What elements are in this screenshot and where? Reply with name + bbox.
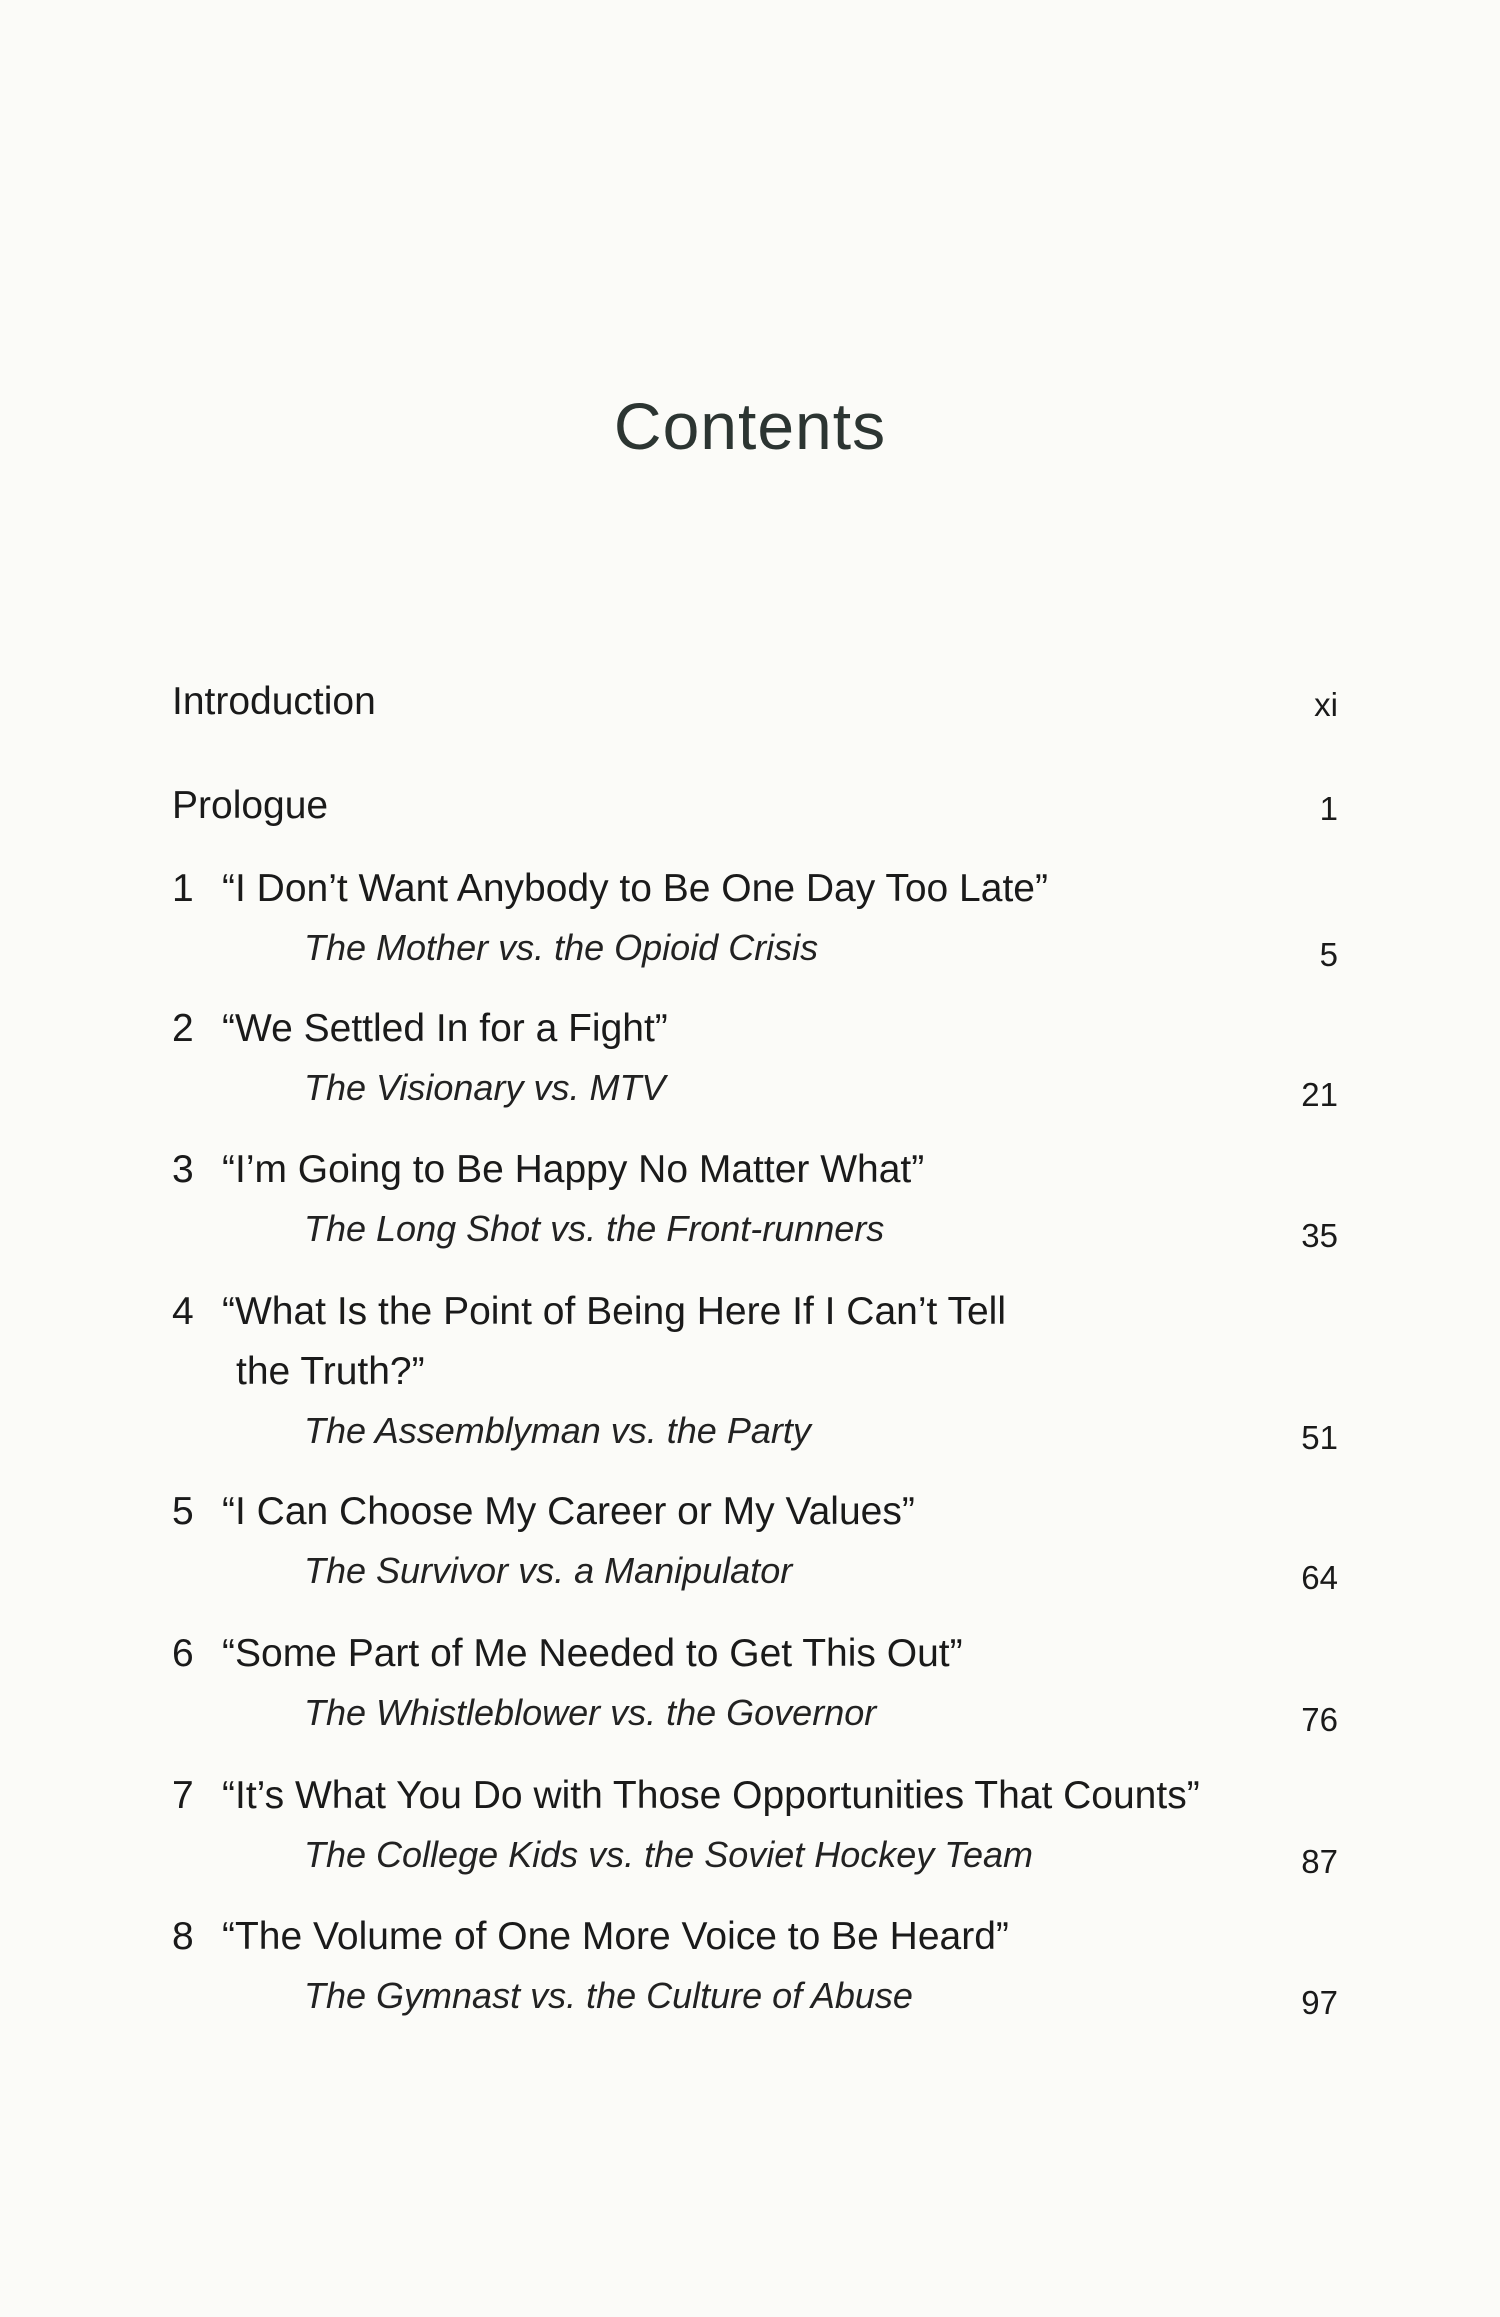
chapter-title-continuation: the Truth?” [236, 1350, 425, 1393]
chapter-subtitle: The Assemblyman vs. the Party [304, 1410, 811, 1451]
chapter-title: “I Don’t Want Anybody to Be One Day Too Late” [222, 867, 1048, 910]
entry-page-number: 51 [1301, 1419, 1338, 1456]
chapter-number: 7 [172, 1774, 194, 1817]
chapter-number: 2 [172, 1007, 194, 1050]
chapter-subtitle: The Gymnast vs. the Culture of Abuse [304, 1975, 913, 2016]
chapter-number: 3 [172, 1148, 194, 1191]
entry-page-number: 21 [1301, 1076, 1338, 1113]
entry-page-number: 97 [1301, 1984, 1338, 2021]
entry-page-number: 87 [1301, 1843, 1338, 1880]
chapter-subtitle: The Mother vs. the Opioid Crisis [304, 927, 819, 968]
entry-page-number: 35 [1301, 1217, 1338, 1254]
chapter-subtitle: The College Kids vs. the Soviet Hockey Team [304, 1834, 1034, 1875]
chapter-title: “The Volume of One More Voice to Be Heard” [222, 1915, 1009, 1958]
chapter-title: “We Settled In for a Fight” [222, 1007, 668, 1050]
chapter-title: “It’s What You Do with Those Opportunities That Counts” [222, 1774, 1200, 1817]
entry-title: Introduction [172, 680, 376, 723]
chapter-subtitle: The Survivor vs. a Manipulator [304, 1550, 793, 1591]
chapter-number: 8 [172, 1915, 194, 1958]
chapter-subtitle: The Whistleblower vs. the Governor [304, 1692, 877, 1733]
chapter-title: “Some Part of Me Needed to Get This Out” [222, 1632, 963, 1675]
chapter-title: “I Can Choose My Career or My Values” [222, 1490, 915, 1533]
entry-page-number: 1 [1319, 790, 1338, 827]
chapter-number: 4 [172, 1290, 194, 1333]
chapter-number: 6 [172, 1632, 194, 1675]
chapter-title: “What Is the Point of Being Here If I Can’t Tell [222, 1290, 1006, 1333]
entry-page-number: 64 [1301, 1559, 1338, 1596]
entry-page-number: 76 [1301, 1701, 1338, 1738]
chapter-subtitle: The Visionary vs. MTV [304, 1067, 666, 1108]
page-title: Contents [613, 389, 887, 463]
chapter-number: 1 [172, 867, 194, 910]
chapter-number: 5 [172, 1490, 194, 1533]
entry-page-number: 5 [1319, 936, 1338, 973]
chapter-title: “I’m Going to Be Happy No Matter What” [222, 1148, 925, 1191]
entry-page-number: xi [1314, 686, 1338, 723]
entry-title: Prologue [172, 784, 329, 827]
chapter-subtitle: The Long Shot vs. the Front-runners [304, 1208, 885, 1249]
